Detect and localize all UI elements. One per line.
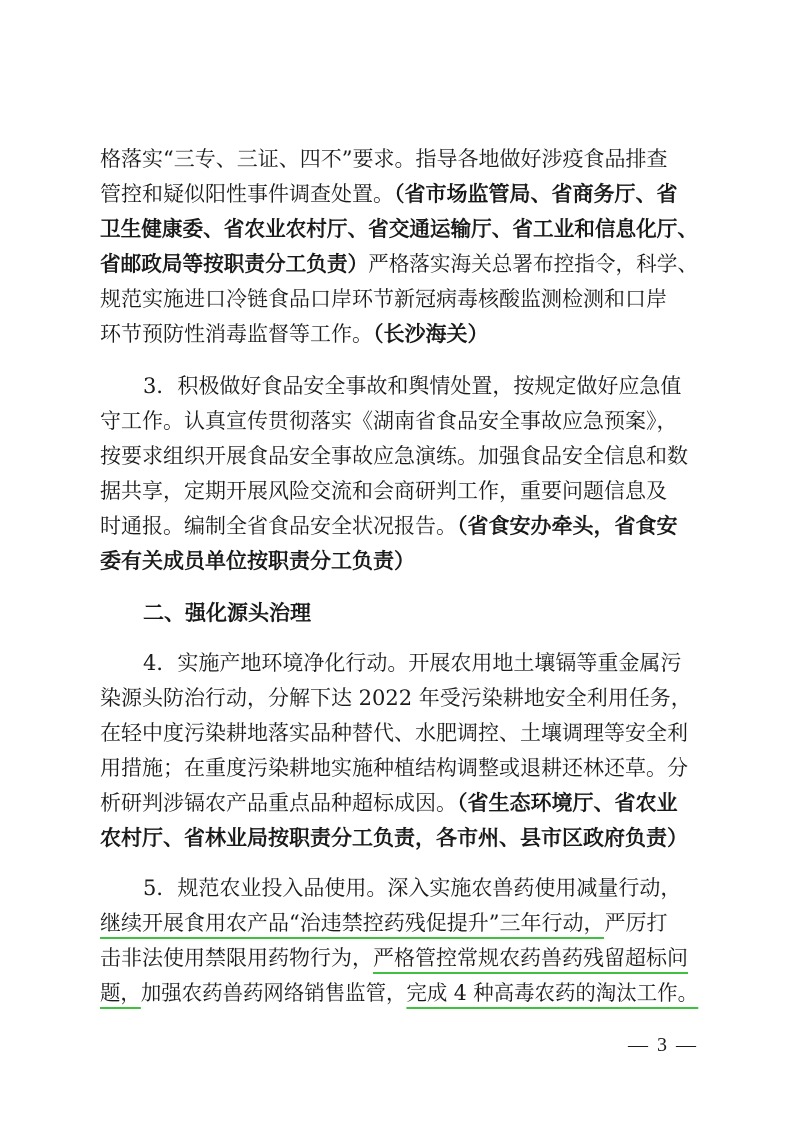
text-line: [0, 318, 793, 350]
text: 严厉打: [604, 911, 668, 935]
text: 析研判涉镉农产品重点品种超标成因。: [100, 791, 457, 815]
text-line: [0, 907, 793, 939]
heading-text: 二、强化源头治理: [143, 600, 311, 625]
text: 5．规范农业投入品使用。深入实施农兽药使用减量行动，: [143, 876, 682, 900]
text-line: [0, 510, 793, 542]
text-line: [0, 977, 793, 1009]
text: 4．实施产地环境净化行动。开展农用地土壤镉等重金属污: [143, 651, 682, 675]
text: 严格落实海关总署布控指令，科学、: [368, 252, 698, 276]
highlighted-text: 题，: [100, 981, 141, 1009]
text-line: [0, 752, 793, 784]
text-line: [0, 213, 793, 245]
highlighted-text: 严格管控常规农药兽药残留超标问: [373, 946, 688, 974]
text: 加强农药兽药网络销售监管，: [140, 981, 407, 1005]
text-line: [0, 717, 793, 749]
text: 规范实施进口冷链食品口岸环节新冠病毒核酸监测检测和口岸: [100, 287, 667, 311]
text-line: [0, 942, 793, 974]
responsibility-note: （长沙海关）: [373, 321, 489, 346]
responsibility-note: （省食安办牵头，省食安: [457, 513, 678, 538]
paragraph-4-start: [0, 647, 793, 679]
text: 染源头防治行动，分解下达 2022 年受污染耕地安全利用任务，: [100, 686, 692, 710]
responsibility-note: 卫生健康委、省农业农村厅、省交通运输厅、省工业和信息化厅、: [100, 216, 698, 241]
text-line: [0, 682, 793, 714]
responsibility-note: （省市场监管局、省商务厅、省: [394, 181, 678, 206]
text: 用措施；在重度污染耕地实施种植结构调整或退耕还林还草。分: [100, 756, 688, 780]
text-line: [0, 283, 793, 315]
highlighted-text: 继续开展食用农产品“治违禁控药残促提升”三年行动，: [100, 911, 604, 939]
text: 3．积极做好食品安全事故和舆情处置，按规定做好应急值: [143, 374, 682, 398]
responsibility-note: 委有关成员单位按职责分工负责）: [100, 548, 415, 573]
text: 按要求组织开展食品安全事故应急演练。加强食品安全信息和数: [100, 444, 688, 468]
responsibility-note: （省生态环境厅、省农业: [457, 790, 678, 815]
text-line: [0, 822, 793, 854]
responsibility-note: 农村厅、省林业局按职责分工负责，各市州、县市区政府负责）: [100, 825, 688, 850]
text-line: [0, 545, 793, 577]
text-line: [0, 405, 793, 437]
text-line: [0, 178, 793, 210]
text-line: [0, 475, 793, 507]
text: 环节预防性消毒监督等工作。: [100, 322, 373, 346]
page-number: — 3 —: [628, 1034, 698, 1056]
text: 管控和疑似阳性事件调查处置。: [100, 182, 394, 206]
text: 在轻中度污染耕地落实品种替代、水肥调控、土壤调理等安全利: [100, 721, 688, 745]
text: 击非法使用禁限用药物行为，: [100, 946, 373, 970]
text-line: [0, 248, 793, 280]
text-line: [0, 143, 793, 175]
responsibility-note: 省邮政局等按职责分工负责）: [100, 251, 369, 276]
text: 守工作。认真宣传贯彻落实《湖南省食品安全事故应急预案》，: [100, 409, 678, 433]
text-line: [0, 787, 793, 819]
highlighted-text: 完成 4 种高毒农药的淘汰工作。: [406, 981, 698, 1009]
text: 格落实“三专、三证、四不”要求。指导各地做好涉疫食品排查: [100, 147, 668, 171]
paragraph-3-start: [0, 370, 793, 402]
section-heading: [0, 597, 793, 629]
text: 据共享，定期开展风险交流和会商研判工作，重要问题信息及: [100, 479, 667, 503]
text: 时通报。编制全省食品安全状况报告。: [100, 514, 457, 538]
text-line: [0, 440, 793, 472]
paragraph-5-start: [0, 872, 793, 904]
